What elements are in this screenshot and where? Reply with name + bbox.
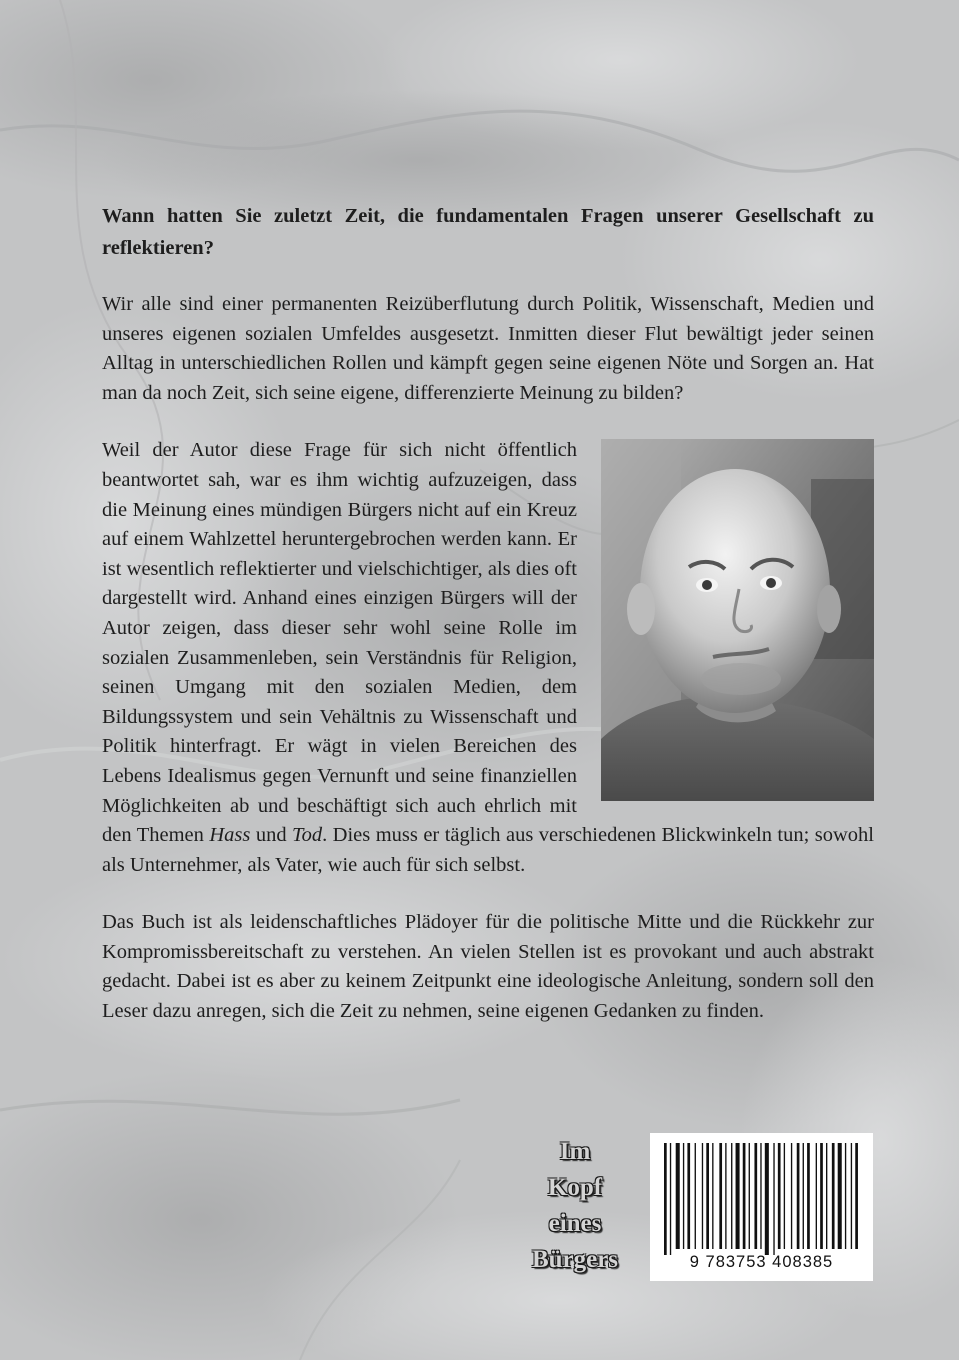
barcode-bar [719,1143,722,1249]
barcode-bar [826,1143,827,1249]
isbn-barcode [650,1133,873,1281]
barcode-bar [797,1143,800,1249]
barcode-bar [820,1143,823,1249]
barcode-bar [760,1143,761,1249]
paragraph-2-text: Weil der Autor diese Frage für sich nicht öffentlich beantwortet sah, war es ihm wichtig aufzuzeigen, dass die Meinung eines mündigen Bürgers nicht auf ein Kreuz auf einem Wahlzettel heruntergebrochen werden kann. Er ist wesentlich reflektierter und vielschichtiger, als dies oft dargestellt wird. Anhand eines einzigen Bürgers will der Autor zeigen, dass dieser sehr wohl seine Rolle im sozialen Zusammenleben, sein Verständnis für Religion, seinen Umgang mit den sozialen Medien, dem Bildungssystem und sein Vehältnis zu Wissenschaft und Politik hinterfragt. Er wägt in vielen Bereichen des Lebens Idealismus gegen Vernunft und seine finanziellen Möglichkeiten ab und beschäftigt sich auch ehrlich mit den Themen [102,439,577,847]
barcode-bar [778,1143,781,1249]
barcode-bar [695,1143,696,1249]
barcode-bar [749,1143,750,1249]
barcode-bar [754,1143,757,1249]
barcode-bar [743,1143,746,1249]
paragraph-2-and: und [255,824,287,847]
barcode-bar [784,1143,785,1249]
barcode-bar [687,1143,690,1249]
emphasis-tod: Tod [292,824,323,847]
barcode-bar [807,1143,810,1249]
isbn-number: 9 783753 408385 [689,1253,834,1271]
barcode-bar [803,1143,804,1249]
back-cover-text [102,200,874,1027]
title-line-3: eines [548,1210,602,1237]
barcode-bar [765,1143,769,1255]
barcode-bar [683,1143,684,1249]
paragraph-2-block [102,436,874,880]
barcode-bar [851,1143,852,1249]
author-photo [601,439,874,801]
barcode-bar [855,1143,858,1249]
barcode-bar [832,1143,835,1249]
barcode-bar [773,1143,774,1255]
title-line-4: Bürgers [531,1246,619,1273]
barcode-bar [670,1143,671,1255]
emphasis-hass: Hass [209,824,251,847]
title-line-2: Kopf [547,1174,603,1201]
headline: Wann hatten Sie zuletzt Zeit, die fundamentalen Fragen unserer Gesellschaft zu reflektieren? [102,205,874,259]
barcode-bar [731,1143,732,1249]
barcode-bar [702,1143,703,1249]
barcode-bar [664,1143,667,1255]
title-line-1: Im [559,1138,591,1165]
barcode-bar [706,1143,709,1249]
barcode-bar [845,1143,846,1249]
barcode-bar [676,1143,680,1249]
title-logo [516,1134,634,1278]
barcode-bar [838,1143,842,1249]
barcode-bar [725,1143,726,1249]
paragraph-1: Wir alle sind einer permanenten Reizüberflutung durch Politik, Wissenschaft, Medien und unseres eigenen sozialen Umfeldes ausgesetzt. Inmitten dieser Flut bewältigt jeder seinen Alltag in unterschiedlichen Rollen und kämpft gegen seine eigenen Nöte und Sorgen an. Hat man da noch Zeit, sich seine eigene, differenzierte Meinung zu bilden? [102,293,874,404]
paragraph-3: Das Buch ist als leidenschaftliches Plädoyer für die politische Mitte und die Rückkehr zur Kompromissbereitschaft zu verstehen. An vielen Stellen ist es provokant und auch abstrakt gedacht. Dabei ist es aber zu keinem Zeitpunkt eine ideologische Anleitung, sondern soll den Leser dazu anregen, sich die Zeit zu nehmen, seine eigenen Gedanken zu finden. [102,911,874,1023]
barcode-bar [816,1143,817,1249]
paragraph-2-end: . Dies muss er täglich aus verschiedenen Blickwinkeln tun; sowohl als Unternehmer, als Vater, wie auch für sich selbst. [102,824,874,876]
barcode-bar [736,1143,740,1249]
barcode-bar [712,1143,713,1249]
barcode-bar [791,1143,792,1249]
